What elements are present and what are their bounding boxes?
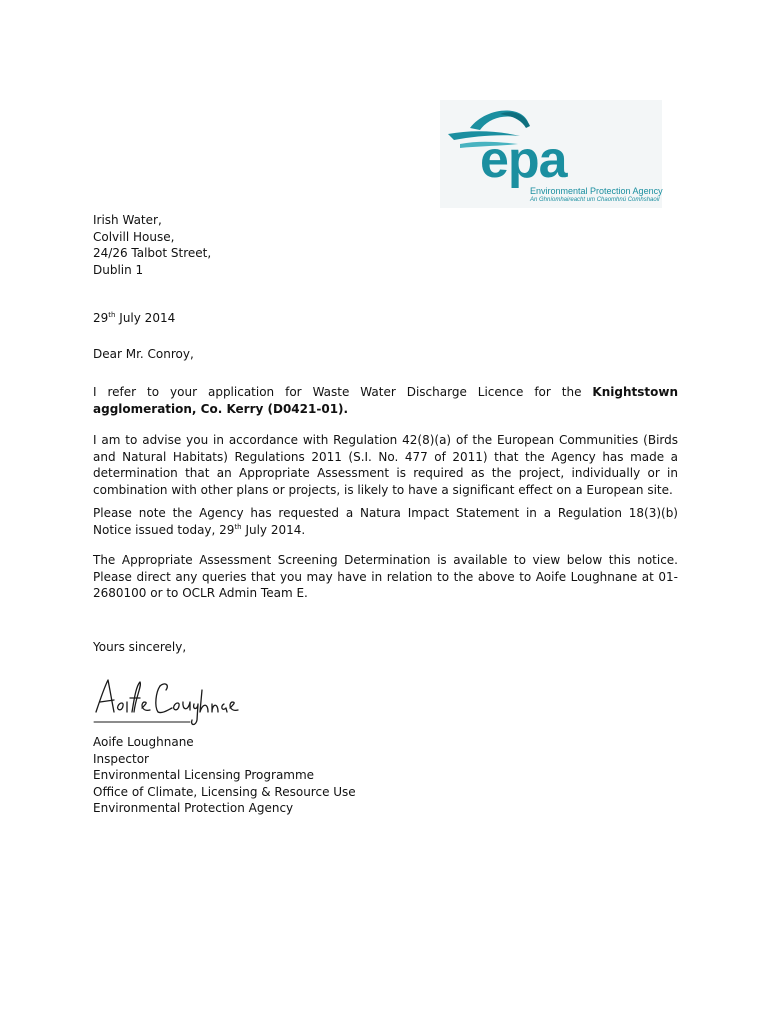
paragraph-text: I refer to your application for Waste Water Discharge Licence for the [93,385,593,399]
address-line: Colvill House, [93,229,175,244]
paragraph-text-end: July 2014. [241,522,306,537]
signatory-block [93,734,678,817]
logo-wordmark: epa [480,131,567,189]
closing: Yours sincerely, [93,640,187,654]
date-suffix: th [234,522,242,531]
recipient-address [93,212,678,278]
paragraph-determination: I am to advise you in accordance with Regulation 42(8)(a) of the European Communities (Birds and Natural Habitats) Regulations 2011 (S.I. No. 477 of 2011) that the Agency has made a determination that an Appropriate Assessment is required as the project, individually or in combination with other plans or projects, is likely to have a significant effect on a European site. [93,433,678,497]
signatory-name: Aoife Loughnane [93,735,194,749]
date-suffix: th [108,311,116,319]
signatory-agency: Environmental Protection Agency [93,801,294,815]
logo-irish-name: An Ghníomhaireacht um Chaomhnú Comhshaoil [530,197,660,203]
date-rest: July 2014 [115,311,176,325]
logo-agency-name: Environmental Protection Agency [530,186,663,196]
salutation: Dear Mr. Conroy, [93,347,194,361]
signatory-office: Office of Climate, Licensing & Resource Use [93,784,356,799]
epa-logo [440,100,662,208]
paragraph-natura-notice [93,505,678,538]
paragraph-text: Please note the Agency has requested a Natura Impact Statement in a Regulation 18(3)(b) Notice issued today, 29 [93,506,678,537]
address-line: Irish Water, [93,213,162,227]
paragraph-application [93,384,678,417]
paragraph-queries: The Appropriate Assessment Screening Determination is available to view below this notice. Please direct any queries that you may have in relation to the above to Aoife Loughnane at 01-2680100 or to OCLR Admin Team E. [93,553,678,600]
signatory-programme: Environmental Licensing Programme [93,768,315,782]
address-line: 24/26 Talbot Street, [93,246,212,260]
date-day: 29 [93,311,109,325]
handwritten-signature [90,672,240,728]
address-line: Dublin 1 [93,262,144,277]
letter-date [93,310,678,327]
agglomeration-name: Knightstown agglomeration, Co. Kerry (D0421-01). [93,385,678,416]
signatory-title: Inspector [93,751,149,766]
